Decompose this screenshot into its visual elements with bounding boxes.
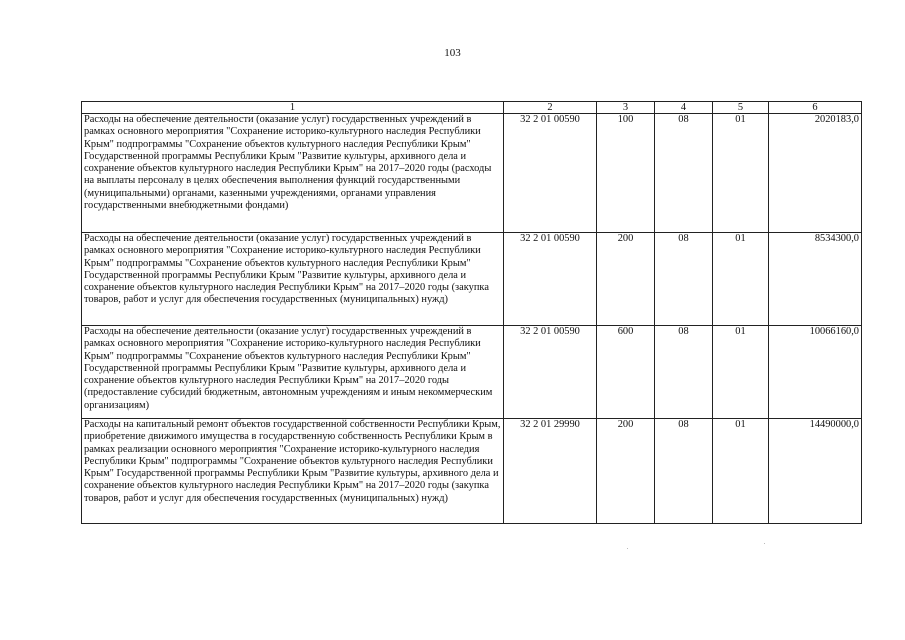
row-description: Расходы на обеспечение деятельности (оказание услуг) государственных учреждений в рамках основного мероприятия "Сохранение историко-культурного наследия Республики Крым" подпрограммы "Сохранение объектов культурного наследия Республики Крым" Государственной программы Республики Крым "Развитие культуры, архивного дела и сохранение объектов культурного наследия Республики Крым" на 2017–2020 годы (предоставление субсидий бюджетным, автономным учреждениям и иным некоммерческим организациям) bbox=[82, 326, 504, 419]
header-col-4: 4 bbox=[655, 102, 713, 114]
row-code: 32 2 01 00590 bbox=[504, 326, 597, 419]
row-col3: 200 bbox=[597, 419, 655, 524]
row-description: Расходы на обеспечение деятельности (оказание услуг) государственных учреждений в рамках основного мероприятия "Сохранение историко-культурного наследия Республики Крым" подпрограммы "Сохранение объектов культурного наследия Республики Крым" Государственной программы Республики Крым "Развитие культуры, архивного дела и сохранение объектов культурного наследия Республики Крым" на 2017–2020 годы (расходы на выплаты персоналу в целях обеспечения выполнения функций государственными (муниципальными) органами, казенными учреждениями, органами управления государственными внебюджетными фондами) bbox=[82, 114, 504, 233]
scan-speck bbox=[764, 543, 765, 544]
budget-table bbox=[81, 101, 862, 524]
table-header-row bbox=[82, 102, 862, 114]
row-code: 32 2 01 00590 bbox=[504, 114, 597, 233]
row-amount: 8534300,0 bbox=[769, 233, 862, 326]
row-code: 32 2 01 29990 bbox=[504, 419, 597, 524]
row-col4: 08 bbox=[655, 326, 713, 419]
table-row bbox=[82, 114, 862, 233]
row-amount: 10066160,0 bbox=[769, 326, 862, 419]
row-col3: 200 bbox=[597, 233, 655, 326]
header-col-6: 6 bbox=[769, 102, 862, 114]
row-col5: 01 bbox=[713, 326, 769, 419]
row-col3: 600 bbox=[597, 326, 655, 419]
row-col4: 08 bbox=[655, 419, 713, 524]
row-description: Расходы на капитальный ремонт объектов государственной собственности Республики Крым, приобретение движимого имущества в государственную собственность Республики Крым в рамках реализации основного мероприятия "Сохранение историко-культурного наследия Республики Крым" подпрограммы "Сохранение объектов культурного наследия Республики Крым" Государственной программы Республики Крым "Развитие культуры, архивного дела и сохранение объектов культурного наследия Республики Крым" на 2017–2020 годы (закупка товаров, работ и услуг для обеспечения государственных (муниципальных) нужд) bbox=[82, 419, 504, 524]
table-row bbox=[82, 419, 862, 524]
header-col-1: 1 bbox=[82, 102, 504, 114]
row-col5: 01 bbox=[713, 233, 769, 326]
row-amount: 14490000,0 bbox=[769, 419, 862, 524]
header-col-2: 2 bbox=[504, 102, 597, 114]
row-col4: 08 bbox=[655, 233, 713, 326]
row-col5: 01 bbox=[713, 419, 769, 524]
row-code: 32 2 01 00590 bbox=[504, 233, 597, 326]
row-col3: 100 bbox=[597, 114, 655, 233]
header-col-3: 3 bbox=[597, 102, 655, 114]
row-amount: 2020183,0 bbox=[769, 114, 862, 233]
page-number: 103 bbox=[444, 47, 461, 59]
table-row bbox=[82, 326, 862, 419]
row-description: Расходы на обеспечение деятельности (оказание услуг) государственных учреждений в рамках основного мероприятия "Сохранение историко-культурного наследия Республики Крым" подпрограммы "Сохранение объектов культурного наследия Республики Крым" Государственной программы Республики Крым "Развитие культуры, архивного дела и сохранение объектов культурного наследия Республики Крым" на 2017–2020 годы (закупка товаров, работ и услуг для обеспечения государственных (муниципальных) нужд) bbox=[82, 233, 504, 326]
row-col5: 01 bbox=[713, 114, 769, 233]
table-row bbox=[82, 233, 862, 326]
scan-speck bbox=[627, 548, 628, 549]
row-col4: 08 bbox=[655, 114, 713, 233]
header-col-5: 5 bbox=[713, 102, 769, 114]
